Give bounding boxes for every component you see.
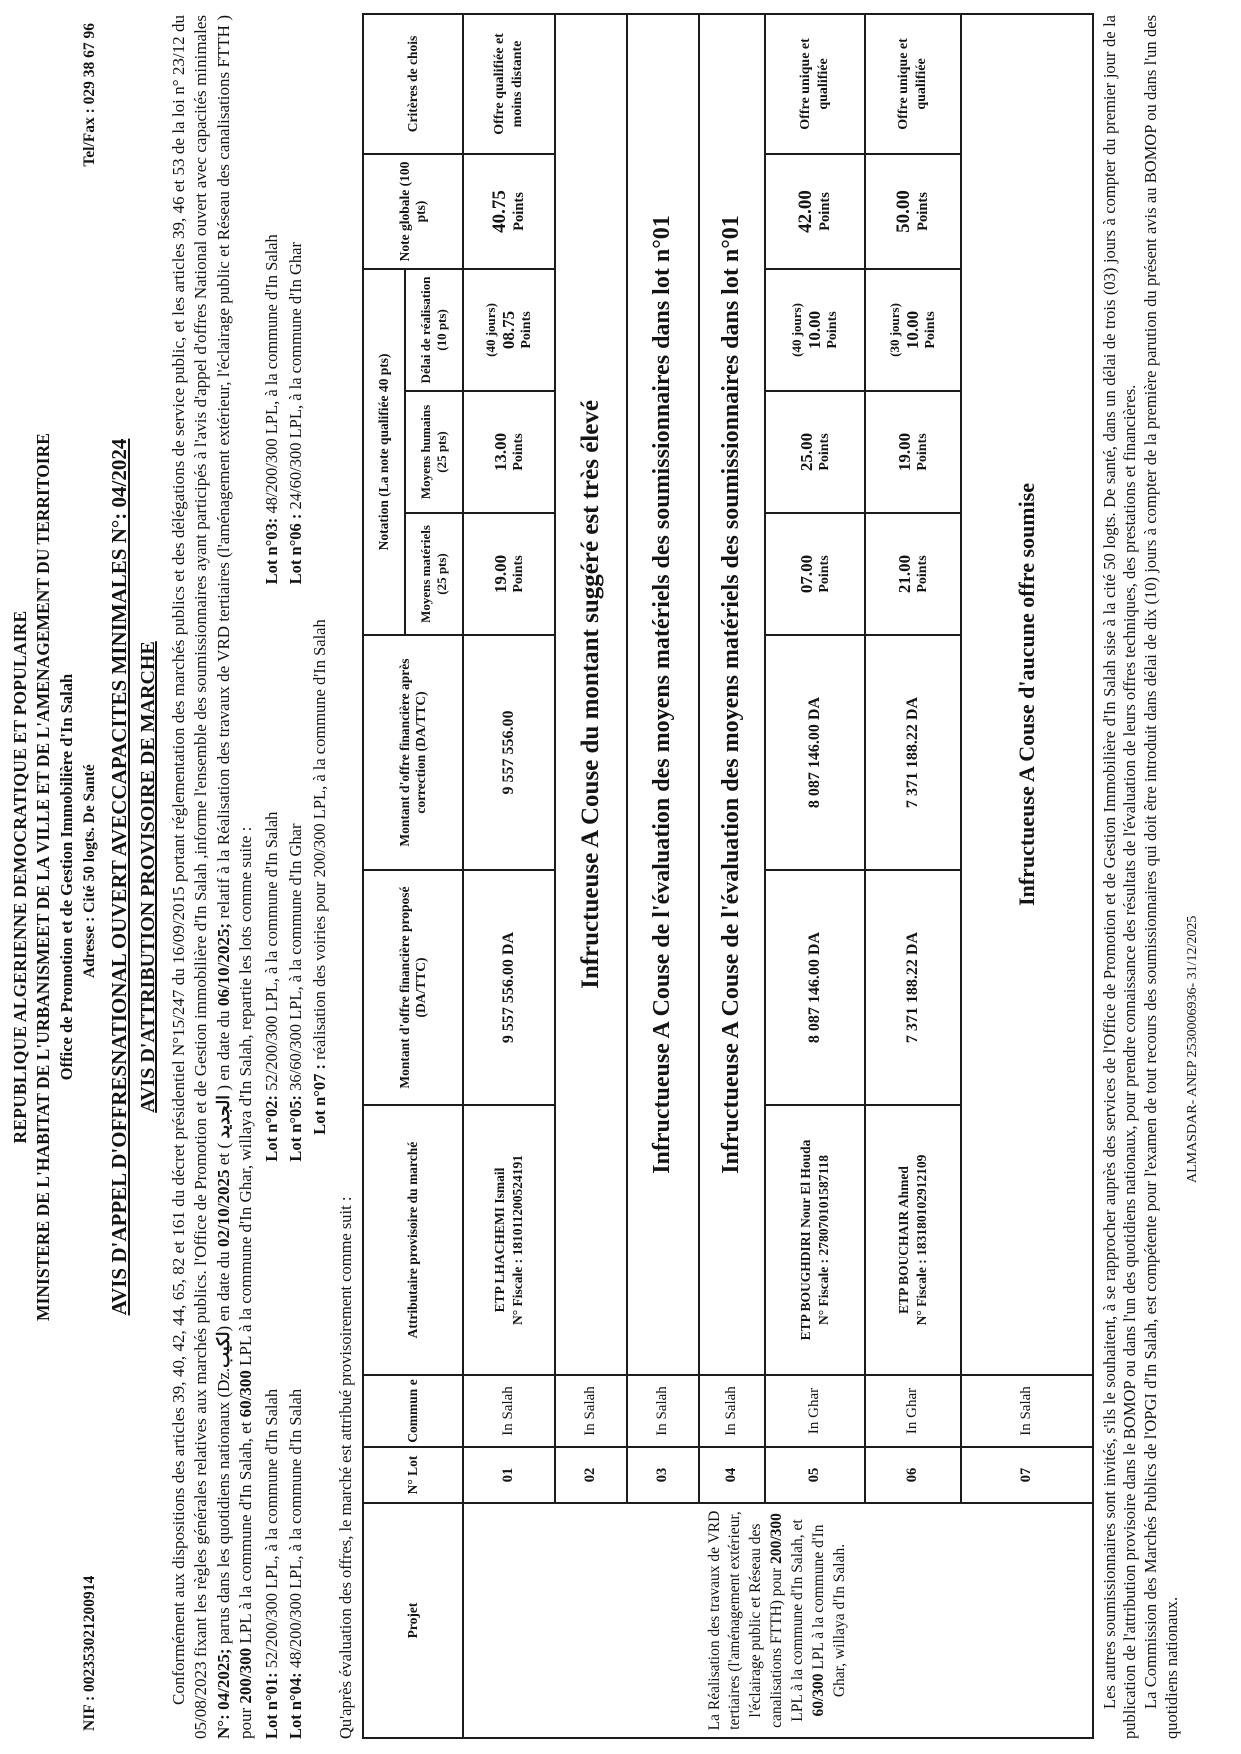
criteres-cell: Offre unique et qualifiée (865, 14, 961, 154)
points-label: Points (914, 555, 930, 593)
identity-row (81, 15, 99, 1739)
moyens-materiels-cell (865, 513, 961, 635)
delai-jours: (40 jours) (482, 303, 498, 357)
montant-propose-cell: 9 557 556.00 DA (463, 870, 555, 1105)
infructueuse-message: Infructueuse A Couse de l'évaluation des moyens matériels des soumissionnaires dans lot n°01 (627, 14, 699, 1375)
moyens-humains-value: 19.00 (894, 432, 914, 472)
points-label: Points (816, 433, 832, 471)
lot-4-label: Lot n°04: (285, 1672, 305, 1739)
table-header-row-1 (363, 14, 405, 1738)
moyens-humains-cell (865, 391, 961, 513)
lot-line-7 (310, 15, 330, 1739)
note-globale-cell (865, 154, 961, 269)
lot-6-label: Lot n°06 : (285, 513, 305, 585)
lot-7-label: Lot n°07 : (309, 1063, 329, 1135)
delai-cell (765, 269, 865, 391)
col-header-attributaire: Attributaire provisoire du marché (363, 1105, 463, 1375)
tender-notice-title: AVIS D'APPEL D'OFFRESNATIONAL OUVERT AVECCAPACITES MINIMALES N°: 04/2024 (107, 438, 131, 1316)
commune-cell: In Ghar (765, 1375, 865, 1447)
lot-line-1 (262, 1170, 282, 1739)
infructueuse-message: Infructueuse A Couse d'aucune offre soumise (961, 14, 1093, 1375)
lot-number-cell: 05 (765, 1447, 865, 1503)
table-row-lot-02 (555, 14, 627, 1738)
lot-1-label: Lot n°01: (261, 1672, 281, 1739)
moyens-humains-cell (765, 391, 865, 513)
ministry-title: MINISTERE DE L'HABITAT DE L'URBANISMEET DE LA VILLE ET DE L'AMENAGEMENT DU TERRITOIRE (33, 433, 53, 1321)
intro-paragraph: Conformément aux dispositions des articles 39, 40, 42, 44, 65, 82 et 161 du décret présidentiel N°15/247 du 16/09/2015 portant réglementation des marchés publics et des délégations de service public, et les articles 39, 46 et 53 de la loi n° 23/12 du 05/08/2023 fixant les règles générales relatives aux marchés publics. l'Office de Promotion et de Gestion immobilière d'In Salah ,informe l'ensemble des soumissionnaires ayant participés à l'avis d'appel d'offres National ouvert avec capacités minimales N°: 04/2025; parus dans les quotidiens nationaux (Dz.لكيب) en date du 02/10/2025 et ( الجديد ) en date du 06/10/2025; relatif à la Réalisation des travaux de VRD tertiaires (l'aménagement extérieur, l'éclairage public et Réseau des canalisations FTTH ) pour 200/300 LPL à la commune d'In Salah, et 60/300 LPL à la commune d'In Ghar, willaya d'In Salah, repartie les lots comme suite : (169, 15, 256, 1739)
lot-5-text: 36/60/300 LPL, à la commune d'In Ghar (285, 823, 305, 1096)
col-header-lot: N° Lot (363, 1447, 463, 1503)
moyens-materiels-value: 07.00 (796, 554, 816, 594)
attributaire-name: ETP BOUCHAIR Ahmed (895, 1166, 911, 1314)
col-header-notation-group: Notation (La note qualifiée 40 pts) (363, 269, 405, 635)
attributaire-cell (765, 1105, 865, 1375)
points-label: Points (511, 192, 528, 231)
delai-points: 10.00 (804, 310, 824, 350)
attributaire-name: ETP LHACHEMI Ismail (491, 1167, 507, 1313)
lot-7-text: réalisation des voiries pour 200/300 LPL, à la commune d'In Salah (309, 619, 329, 1064)
moyens-humains-value: 25.00 (796, 432, 816, 472)
lot-5-label: Lot n°05: (285, 1095, 305, 1162)
moyens-materiels-value: 19.00 (490, 554, 510, 594)
infructueuse-message: Infructueuse A Couse du montant suggéré est très élevé (555, 14, 627, 1375)
nif-value: NIF : 002353021200914 (81, 1575, 98, 1731)
lot-number-cell: 06 (865, 1447, 961, 1503)
montant-propose-cell: 7 371 188.22 DA (865, 870, 961, 1105)
table-row-lot-04 (699, 14, 765, 1738)
award-notice-title: AVIS D'ATTRIBUTION PROVISOIRE DE MARCHE (137, 641, 159, 1113)
note-globale-value: 42.00 (795, 190, 817, 233)
evaluation-intro-line: Qu'après évaluation des offres, le marché est attribué provisoirement comme suit : (335, 1196, 355, 1739)
table-row-lot-03 (627, 14, 699, 1738)
commune-cell: In Salah (463, 1375, 555, 1447)
points-label: Points (510, 433, 526, 471)
points-label: Points (915, 192, 932, 231)
points-label: Points (510, 555, 526, 593)
moyens-materiels-cell (765, 513, 865, 635)
delai-points: 08.75 (498, 310, 518, 350)
note-globale-value: 50.00 (893, 190, 915, 233)
lot-number-cell: 01 (463, 1447, 555, 1503)
points-label: Points (922, 311, 938, 349)
lot-number-cell: 03 (627, 1447, 699, 1503)
moyens-humains-cell (463, 391, 555, 513)
col-header-delai: Délai de réalisation (10 pts) (405, 269, 463, 391)
lot-line-3 (262, 15, 282, 584)
montant-propose-cell: 8 087 146.00 DA (765, 870, 865, 1105)
lot-3-label: Lot n°03: (261, 517, 281, 585)
closing-block (1100, 15, 1183, 1739)
col-header-montant-correction: Montant d'offre financière après correction (DA/TTC) (363, 635, 463, 870)
col-header-note-globale: Note globale (100 pts) (363, 154, 463, 269)
criteres-cell: Offre qualifiée et moins distante (463, 14, 555, 154)
note-globale-value: 40.75 (489, 190, 511, 233)
lot-line-5 (286, 592, 306, 1161)
attributaire-name: ETP BOUGHDIRI Nour El Houda (797, 1139, 813, 1341)
lot-line-2 (262, 592, 282, 1161)
points-label: Points (914, 433, 930, 471)
col-header-projet: Projet (363, 1503, 463, 1738)
moyens-humains-value: 13.00 (490, 432, 510, 472)
lot-6-text: 24/60/300 LPL, à la commune d'In Ghar (285, 242, 305, 514)
col-header-commune: Commun e (363, 1375, 463, 1447)
lot-number-cell: 02 (555, 1447, 627, 1503)
delai-jours: (30 jours) (886, 303, 902, 357)
points-label: Points (518, 311, 534, 349)
points-label: Points (824, 311, 840, 349)
closing-paragraph-2: La Commission des Marchés Publics de l'OPGI d'In Salah, est compétente pour l'examen de tout recours des soumissionnaires qui doit être introduit dans délai de dix (10) jours à compter de la première parution du présent avis au BOMOP ou dans l'un des quotidiens nationaux. (1141, 15, 1181, 1739)
attributaire-cell (865, 1105, 961, 1375)
telfax-value: Tel/Fax : 029 38 67 96 (81, 23, 98, 167)
closing-paragraph-1: Les autres soumissionnaires sont invités, s'ils le souhaitent, à se rapprocher auprès des services de l'Office de Promotion et de Gestion Immobilière d'In Salah sise à la cité 50 logts. De santé, dans un délai de trois (03) jours à compter du premier jour de la publication de l'attribution provisoire dans le BOMOP ou dans l'un des quotidiens nationaux, pour prendre connaissance des résultats de l'évaluation de leurs offres techniques, des prestations et financières. (1099, 15, 1140, 1739)
delai-cell (463, 269, 555, 391)
moyens-materiels-cell (463, 513, 555, 635)
lot-number-cell: 07 (961, 1447, 1093, 1503)
note-globale-cell (765, 154, 865, 269)
award-table (362, 13, 1094, 1739)
lot-2-text: 52/200/300 LPL, à la commune d'In Salah (261, 811, 281, 1096)
col-header-montant-propose: Montant d'offre financière proposé (DA/TTC) (363, 870, 463, 1105)
lot-line-6 (286, 15, 306, 584)
delai-points: 10.00 (902, 310, 922, 350)
table-row-lot-05 (765, 14, 865, 1738)
note-globale-cell (463, 154, 555, 269)
attributaire-fiscal: N° Fiscale : 183180102912109 (913, 1154, 929, 1326)
address-value: Adresse : Cité 50 logts. De Santé (81, 764, 98, 979)
points-label: Points (816, 555, 832, 593)
attributaire-cell (463, 1105, 555, 1375)
delai-jours: (40 jours) (788, 303, 804, 357)
republic-title: REPUBLIQUE ALGERIENNE DEMOCRATIQUE ET POPULAIRE (10, 610, 30, 1144)
commune-cell: In Salah (627, 1375, 699, 1447)
lot-4-text: 48/200/300 LPL, à la commune d'In Salah (285, 1388, 305, 1673)
commune-cell: In Salah (699, 1375, 765, 1447)
infructueuse-message: Infructueuse A Couse de l'évaluation des moyens matériels des soumissionnaires dans lot n°01 (699, 14, 765, 1375)
lots-list (262, 15, 306, 1739)
montant-correction-cell: 9 557 556.00 (463, 635, 555, 870)
table-row-lot-01 (463, 14, 555, 1738)
commune-cell: In Salah (961, 1375, 1093, 1447)
criteres-cell: Offre unique et qualifiée (765, 14, 865, 154)
lot-line-4 (286, 1170, 306, 1739)
attributaire-fiscal: N° Fiscale : 278070101587118 (815, 1155, 831, 1326)
lot-2-label: Lot n°02: (261, 1095, 281, 1162)
montant-correction-cell: 7 371 188.22 DA (865, 635, 961, 870)
table-row-lot-06 (865, 14, 961, 1738)
lot-number-cell: 04 (699, 1447, 765, 1503)
office-title: Office de Promotion et de Gestion Immobilière d'In Salah (57, 673, 76, 1081)
lot-3-text: 48/200/300 LPL, à la commune d'In Salah (261, 234, 281, 518)
delai-cell (865, 269, 961, 391)
table-row-lot-07 (961, 14, 1093, 1738)
lot-1-text: 52/200/300 LPL, à la commune d'In Salah (261, 1388, 281, 1673)
projet-cell: La Réalisation des travaux de VRD tertiaires (l'aménagement extérieur, l'éclairage public et Réseau des canalisations FTTH) pour 200/300 LPL à la commune d'In Salah, et 60/300 LPL à la commune d'In Ghar, willaya d'In Salah. (463, 1503, 1093, 1738)
commune-cell: In Ghar (865, 1375, 961, 1447)
col-header-moyens-materiels: Moyens matériels (25 pts) (405, 513, 463, 635)
moyens-materiels-value: 21.00 (894, 554, 914, 594)
commune-cell: In Salah (555, 1375, 627, 1447)
col-header-moyens-humains: Moyens humains (25 pts) (405, 391, 463, 513)
montant-correction-cell: 8 087 146.00 DA (765, 635, 865, 870)
points-label: Points (817, 192, 834, 231)
col-header-criteres: Critères de chois (363, 14, 463, 154)
attributaire-fiscal: N° Fiscale : 181011200524191 (509, 1155, 525, 1326)
anep-reference-line: ALMASDAR- ANEP 2530006936- 31/12/2025 (1185, 915, 1201, 1183)
